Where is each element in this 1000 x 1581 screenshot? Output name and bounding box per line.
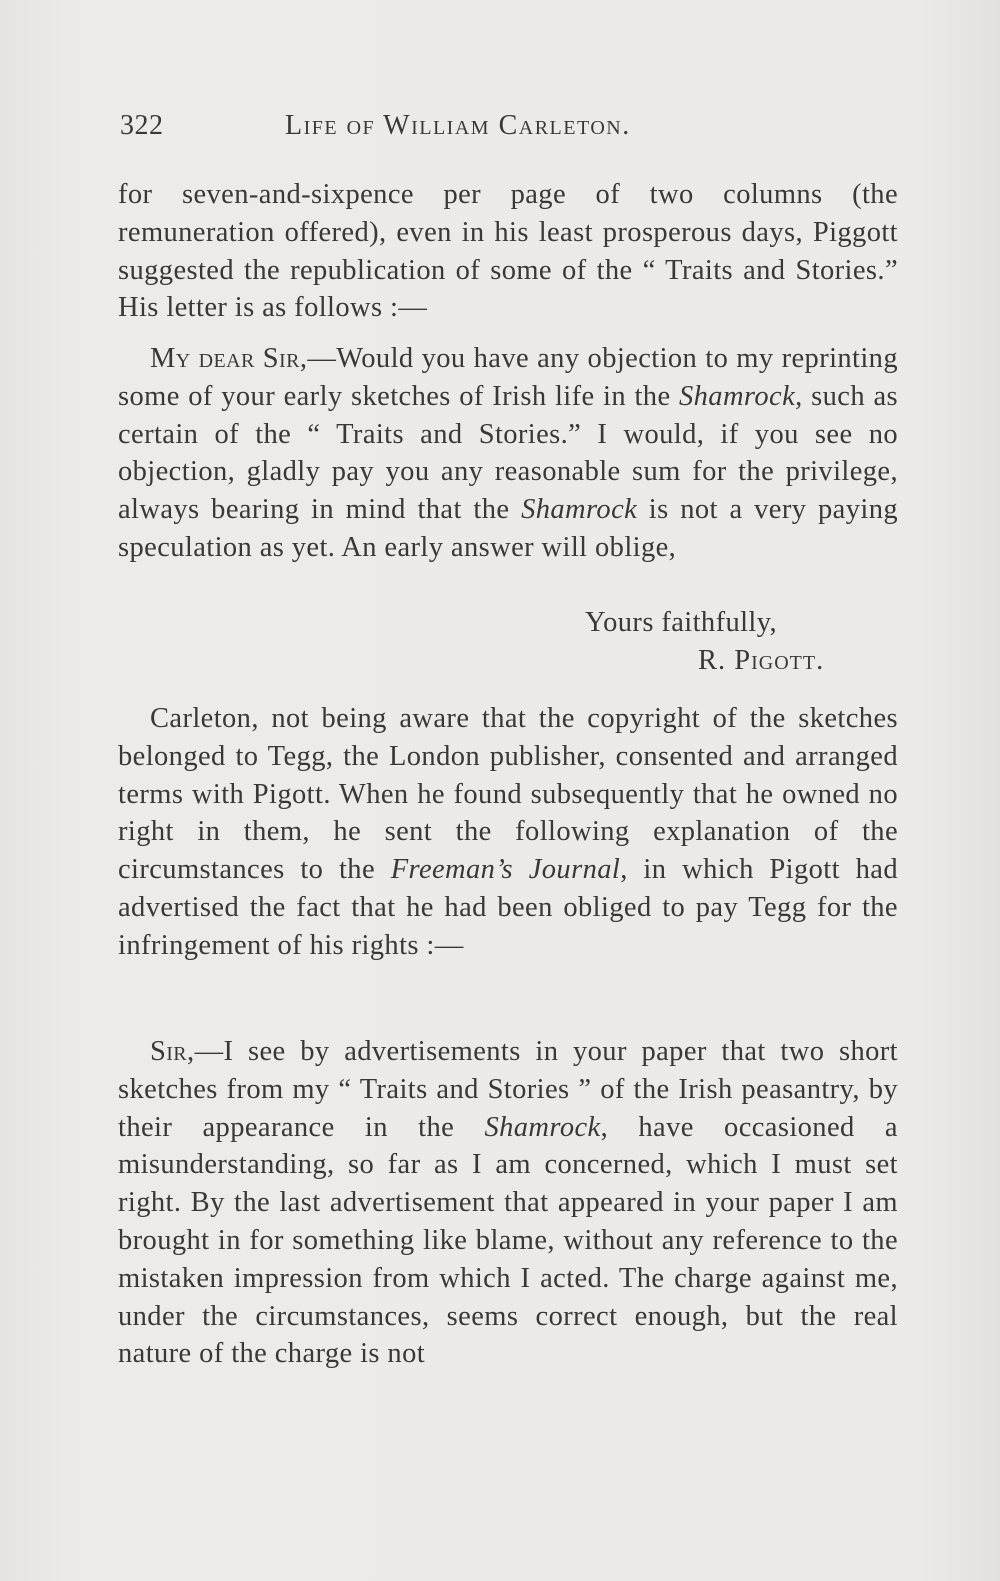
running-title: Life of William Carleton.: [285, 110, 631, 141]
letter-salutation: My dear Sir,: [150, 343, 308, 374]
paragraph-text: , in which Pigott had advertised the fact that he had been obliged to pay Tegg for the infringement of his rights :—: [118, 854, 898, 961]
letter-carleton: [118, 1033, 898, 1373]
paragraph-carleton: [118, 700, 898, 965]
letter-closing: Yours faithfully,: [585, 607, 778, 638]
letter-text: , such as certain of the “ Traits and Stories.” I would, if you see no objection, gladly pay you any reasonable sum for the privilege, always bearing in mind that the: [118, 380, 898, 526]
periodical-title: Freeman’s Journal: [390, 854, 621, 886]
letter-text: —Would you have any objection to my reprinting some of your early sketches of Irish life in the: [118, 343, 898, 412]
page-header: [120, 110, 900, 150]
letter-signature: R. Pigott.: [698, 645, 825, 676]
letter-pigott: [118, 340, 898, 567]
paragraph-intro: [118, 176, 898, 327]
periodical-title: Shamrock: [521, 494, 638, 526]
paragraph-text: for seven-and-sixpence per page of two columns (the remuneration offered), even in his least prosperous days, Piggott suggested the republication of some of the “ Traits and Stories.” His letter is as follows :—: [118, 179, 898, 324]
letter-text: , have occasioned a misunderstanding, so far as I am concerned, which I must set right. By the last advertisement that appeared in your paper I am brought in for something like blame, without any reference to the mistaken impression from which I acted. The charge against me, under the circumstances, seems correct enough, but the real nature of the charge is not: [118, 1111, 898, 1370]
periodical-title: Shamrock: [484, 1111, 601, 1143]
letter-text: is not a very paying speculation as yet. An early answer will oblige,: [118, 494, 898, 563]
periodical-title: Shamrock: [679, 380, 796, 412]
letter-salutation: Sir,: [150, 1036, 195, 1067]
paragraph-text: Carleton, not being aware that the copyright of the sketches belonged to Tegg, the London publisher, consented and arranged terms with Pigott. When he found subsequently that he owned no right in them, he sent the following explanation of the circumstances to the: [118, 703, 898, 886]
page-number: 322: [120, 110, 164, 141]
letter-text: —I see by advertisements in your paper that two short sketches from my “ Traits and Stories ” of the Irish peasantry, by their appearance in the: [118, 1036, 898, 1143]
